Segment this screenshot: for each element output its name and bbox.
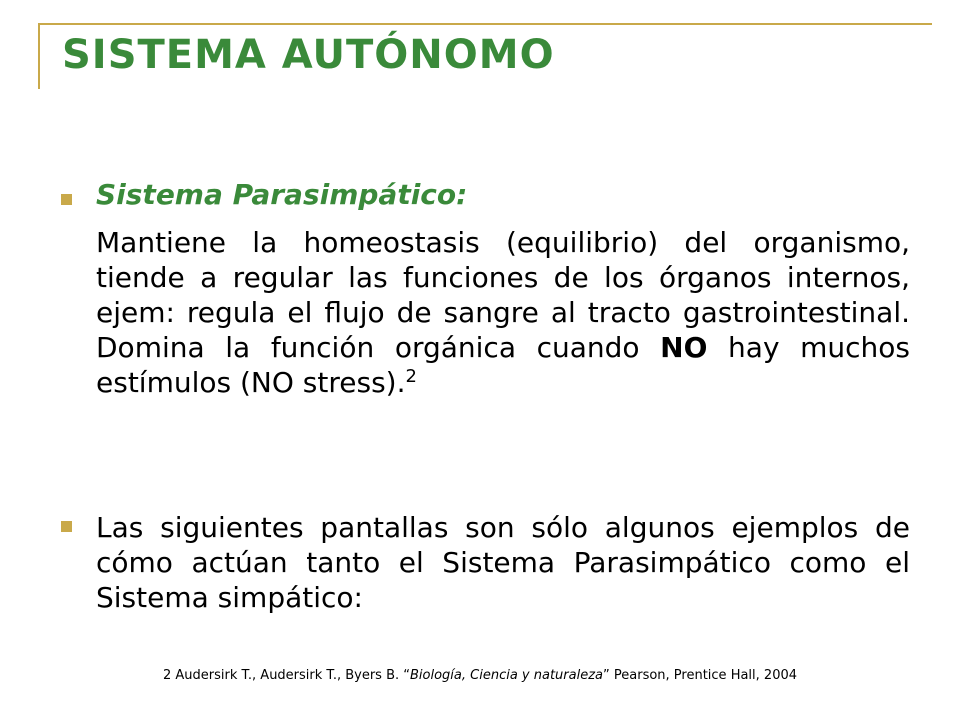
footnote-suffix: ” Pearson, Prentice Hall, 2004 [603, 668, 798, 683]
description-bold-no: NO [660, 331, 708, 364]
footnote-book-title: Biología, Ciencia y naturaleza [410, 668, 604, 683]
citation-superscript: 2 [405, 366, 417, 387]
description-text-end: hay muchos estímulos (NO stress). [96, 331, 911, 399]
footnote-prefix: 2 Audersirk T., Audersirk T., Byers B. “ [162, 668, 410, 683]
title-frame-left-line [38, 23, 40, 89]
description-text-start: Mantiene la homeostasis (equilibrio) del organismo, tiende a regular las funciones de los órganos internos, ejem: regula el flujo de sangre al tracto gastrointestinal. Domina la función orgánica cuando [96, 226, 910, 364]
footnote-reference [0, 668, 960, 683]
section-heading-parasimpatico: Sistema Parasimpático: [96, 178, 468, 211]
bullet-square-icon [61, 194, 72, 205]
title-frame-top-line [38, 23, 932, 25]
bullet-square-icon [61, 521, 72, 532]
examples-intro-text: Las siguientes pantallas son sólo algunos ejemplos de cómo actúan tanto el Sistema Parasimpático como el Sistema simpático: [96, 511, 910, 614]
page-title: SISTEMA AUTÓNOMO [62, 32, 555, 78]
parasimpatico-description [96, 225, 910, 400]
